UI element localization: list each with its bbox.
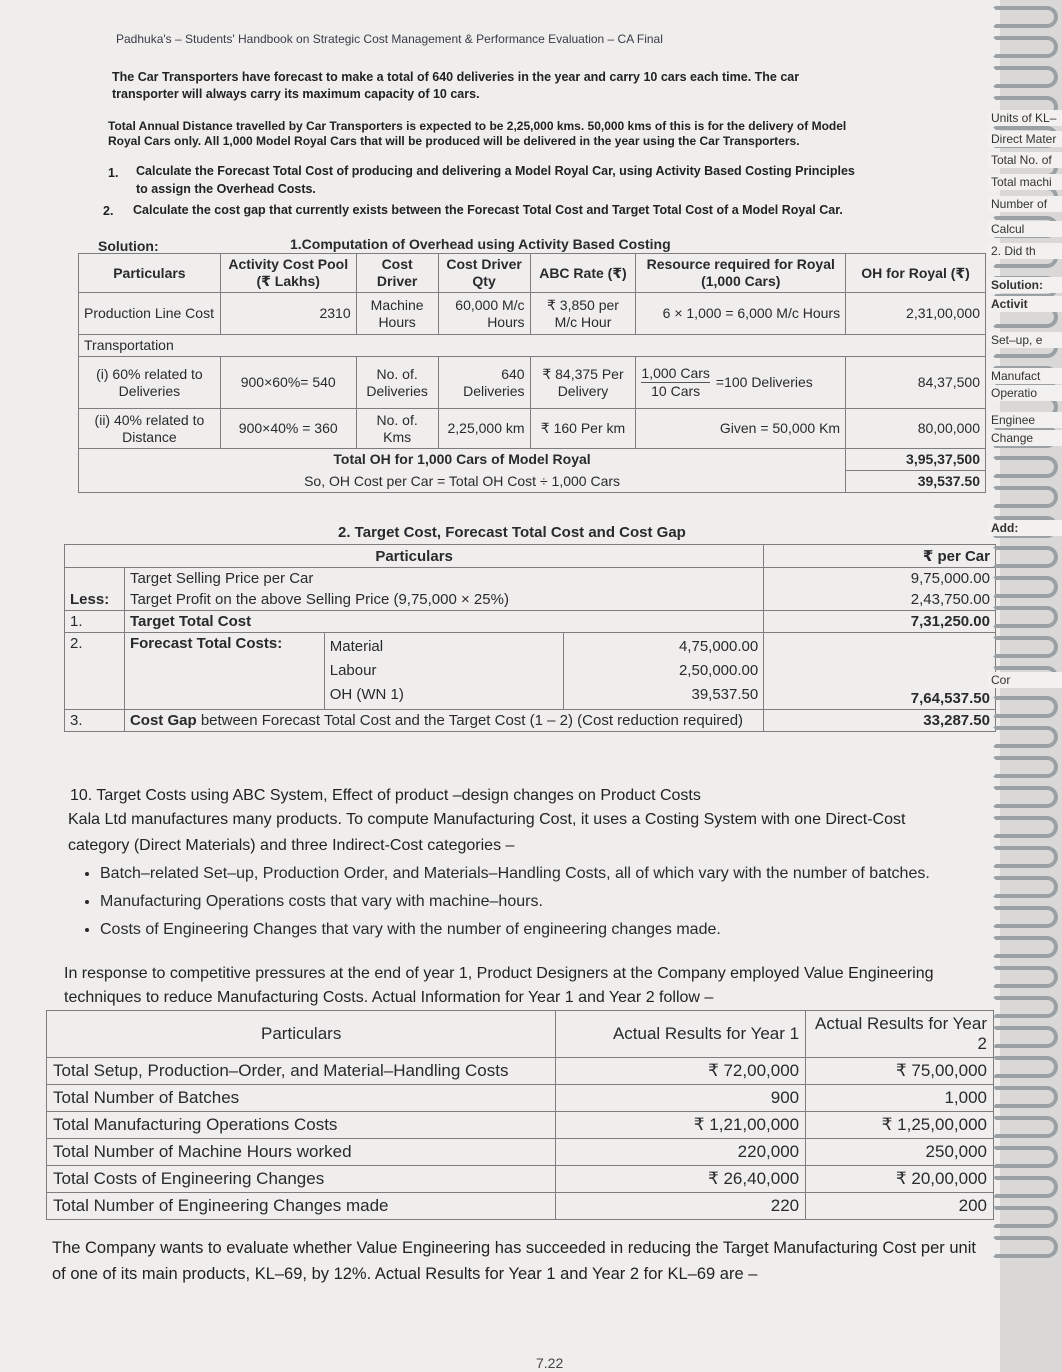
q10-para-1: Kala Ltd manufactures many products. To compute Manufacturing Cost, it uses a Costing System with one Direct-Cost [68,811,906,828]
cell: 250,000 [806,1139,994,1166]
q10-para-2: category (Direct Materials) and three Indirect-Cost categories – [68,837,515,854]
cell: Forecast Total Costs: [124,633,324,710]
cell: 80,00,000 [846,409,986,449]
next-page-fragment: 2. Did th [988,243,1062,259]
cell [124,710,763,732]
table-row [47,1193,994,1220]
cell: Total Number of Machine Hours worked [47,1139,556,1166]
question-1-line-2: to assign the Overhead Costs. [136,182,316,196]
cell: ₹ 75,00,000 [806,1058,994,1085]
table-row [65,611,996,633]
cell [564,633,764,710]
cell: Target Total Cost [124,611,763,633]
cell: Production Line Cost [79,293,221,335]
cell: 7,64,537.50 [764,633,996,710]
header-cell: Actual Results for Year 1 [556,1011,806,1058]
table-header-row [79,254,986,293]
next-page-fragment: Direct Mater [988,131,1062,147]
abc-overhead-table [78,253,986,493]
cell: Transportation [79,335,986,357]
next-page-fragment: Calcul [988,221,1062,237]
list-item: • Costs of Engineering Changes that vary with the number of engineering changes made. [100,916,930,944]
list-item: • Manufacturing Operations costs that vary with machine–hours. [100,888,930,916]
table-row [47,1112,994,1139]
oh-value: 39,537.50 [691,686,759,703]
cell: (i) 60% related to Deliveries [79,357,221,409]
next-page-fragment: Enginee [988,412,1062,428]
cell: (ii) 40% related to Distance [79,409,221,449]
cell [636,357,846,409]
table-row [47,1139,994,1166]
cell: Total Setup, Production–Order, and Material–Handling Costs [47,1058,556,1085]
next-page-fragment: Total No. of [988,152,1062,168]
table-row [47,1058,994,1085]
table-row [79,293,986,335]
next-page-fragment: Solution: [988,277,1062,293]
next-page-fragment: Units of KL– [988,110,1062,126]
next-page-fragment: Total machi [988,174,1062,190]
abc-table-title: 1.Computation of Overhead using Activity Based Costing [290,236,671,252]
table-header-row [65,545,996,568]
q10-para-6: of one of its main products, KL–69, by 12%. Actual Results for Year 1 and Year 2 for KL–69 are – [52,1265,758,1283]
header-cell: ABC Rate (₹) [530,254,636,293]
table-row [65,589,996,611]
intro-line-1: The Car Transporters have forecast to make a total of 640 deliveries in the year and carry 10 cars each time. The car [112,70,800,84]
header-cell: OH for Royal (₹) [846,254,986,293]
cell: 640 Deliveries [438,357,530,409]
cell: 900×40% = 360 [220,409,356,449]
cell: Total Costs of Engineering Changes [47,1166,556,1193]
cell: 900×60%= 540 [220,357,356,409]
target-table-title: 2. Target Cost, Forecast Total Cost and Cost Gap [338,524,686,541]
header-cell: Particulars [79,254,221,293]
table-row [79,335,986,357]
question-2-text: Calculate the cost gap that currently exists between the Forecast Total Cost and Target Total Cost of a Model Royal Car. [133,203,843,217]
cell: 9,75,000.00 [764,568,996,590]
cell: 3,95,37,500 [846,449,986,471]
cell: Total OH for 1,000 Cars of Model Royal [79,449,846,471]
cell: ₹ 1,21,00,000 [556,1112,806,1139]
cell: 1. [65,611,125,633]
labour-value: 2,50,000.00 [678,662,759,679]
header-cell: Particulars [65,545,764,568]
table-row [79,449,986,471]
cell: 7,31,250.00 [764,611,996,633]
next-page-fragment: Number of [988,196,1062,212]
running-header: Padhuka's – Students' Handbook on Strategic Cost Management & Performance Evaluation – CA Final [116,32,663,46]
solution-label: Solution: [98,238,159,254]
next-page-fragment: Manufact [988,368,1062,384]
table-row [47,1166,994,1193]
cell [324,633,564,710]
cell: 220 [556,1193,806,1220]
cell: 220,000 [556,1139,806,1166]
next-page-fragment: Add: [988,520,1062,536]
q10-title: 10. Target Costs using ABC System, Effect of product –design changes on Product Costs [70,787,701,804]
cell: ₹ 1,25,00,000 [806,1112,994,1139]
fraction-numerator: 1,000 Cars [641,365,710,381]
cell: Given = 50,000 Km [636,409,846,449]
cell: 2,43,750.00 [764,589,996,611]
next-page-fragment: Change [988,430,1062,446]
table-row [79,471,986,493]
cell: Total Number of Engineering Changes made [47,1193,556,1220]
material-value: 4,75,000.00 [678,638,759,655]
header-cell: Activity Cost Pool (₹ Lakhs) [220,254,356,293]
cell: ₹ 3,850 per M/c Hour [530,293,636,335]
header-cell: Actual Results for Year 2 [806,1011,994,1058]
header-cell: Resource required for Royal (1,000 Cars) [636,254,846,293]
cell: Total Number of Batches [47,1085,556,1112]
cell: ₹ 72,00,000 [556,1058,806,1085]
next-page-fragment: Cor [988,672,1062,688]
cell: 2. [65,633,125,710]
question-2-number: 2. [103,204,114,218]
cell: 6 × 1,000 = 6,000 M/c Hours [636,293,846,335]
cell: No. of. Kms [356,409,438,449]
intro-line-2: transporter will always carry its maximum capacity of 10 cars. [112,87,480,101]
question-1-line-1: Calculate the Forecast Total Cost of producing and delivering a Model Royal Car, using Activity Based Costing Principles [136,164,855,178]
cell: So, OH Cost per Car = Total OH Cost ÷ 1,000 Cars [79,471,846,493]
cell: Machine Hours [356,293,438,335]
header-cell: Cost Driver Qty [438,254,530,293]
next-page-fragment: Set–up, e [988,332,1062,348]
intro-line-4: Royal Cars only. All 1,000 Model Royal Cars that will be produced will be delivered in the year using the Car Transporters. [108,134,800,148]
next-page-fragment: Operatio [988,385,1062,401]
list-item: • Batch–related Set–up, Production Order, and Materials–Handling Costs, all of which vary with the number of batches. [100,860,930,888]
table-row [79,409,986,449]
cell: 39,537.50 [846,471,986,493]
cell: 60,000 M/c Hours [438,293,530,335]
kl-actual-results-table [46,1010,994,1220]
page-number: 7.22 [536,1355,564,1371]
table-header-row [47,1011,994,1058]
cell: 900 [556,1085,806,1112]
next-page-fragment: Activit [988,296,1062,312]
cell: 200 [806,1193,994,1220]
table-row [65,710,996,732]
cell: 2,25,000 km [438,409,530,449]
cell: ₹ 26,40,000 [556,1166,806,1193]
header-cell: Cost Driver [356,254,438,293]
cell: ₹ 84,375 Per Delivery [530,357,636,409]
cell: No. of. Deliveries [356,357,438,409]
intro-line-3: Total Annual Distance travelled by Car Transporters is expected to be 2,25,000 kms. 50,000 kms of this is for the delivery of Model [108,119,847,133]
table-row [65,568,996,590]
header-cell: ₹ per Car [764,545,996,568]
cell: ₹ 20,00,000 [806,1166,994,1193]
cell: 84,37,500 [846,357,986,409]
cell: ₹ 160 Per km [530,409,636,449]
target-cost-table [64,544,996,732]
cost-gap-label: Cost Gap [129,712,197,729]
table-row [79,357,986,409]
cost-gap-text: between Forecast Total Cost and the Target Cost (1 – 2) (Cost reduction required) [200,712,744,729]
header-cell: Particulars [47,1011,556,1058]
cell: 1,000 [806,1085,994,1112]
cell: Total Manufacturing Operations Costs [47,1112,556,1139]
cell: 2310 [220,293,356,335]
cost-category-list [70,860,930,944]
cell: 2,31,00,000 [846,293,986,335]
q10-para-5: The Company wants to evaluate whether Value Engineering has succeeded in reducing the Target Manufacturing Cost per unit [52,1239,976,1257]
cell: Target Profit on the above Selling Price (9,75,000 × 25%) [124,589,763,611]
material-label: Material [329,638,384,655]
table-row [47,1085,994,1112]
question-1-number: 1. [108,166,119,180]
oh-label: OH (WN 1) [329,686,404,703]
cell: 3. [65,710,125,732]
labour-label: Labour [329,662,377,679]
cell: Less: [65,589,125,611]
cell: Target Selling Price per Car [124,568,763,590]
q10-para-3: In response to competitive pressures at the end of year 1, Product Designers at the Company employed Value Engineering [64,965,934,982]
q10-para-4: techniques to reduce Manufacturing Costs. Actual Information for Year 1 and Year 2 follow – [64,989,714,1006]
fraction-result: =100 Deliveries [715,374,813,390]
fraction-denominator: 10 Cars [651,383,701,399]
cell [65,568,125,590]
cell: 33,287.50 [764,710,996,732]
table-row [65,633,996,710]
